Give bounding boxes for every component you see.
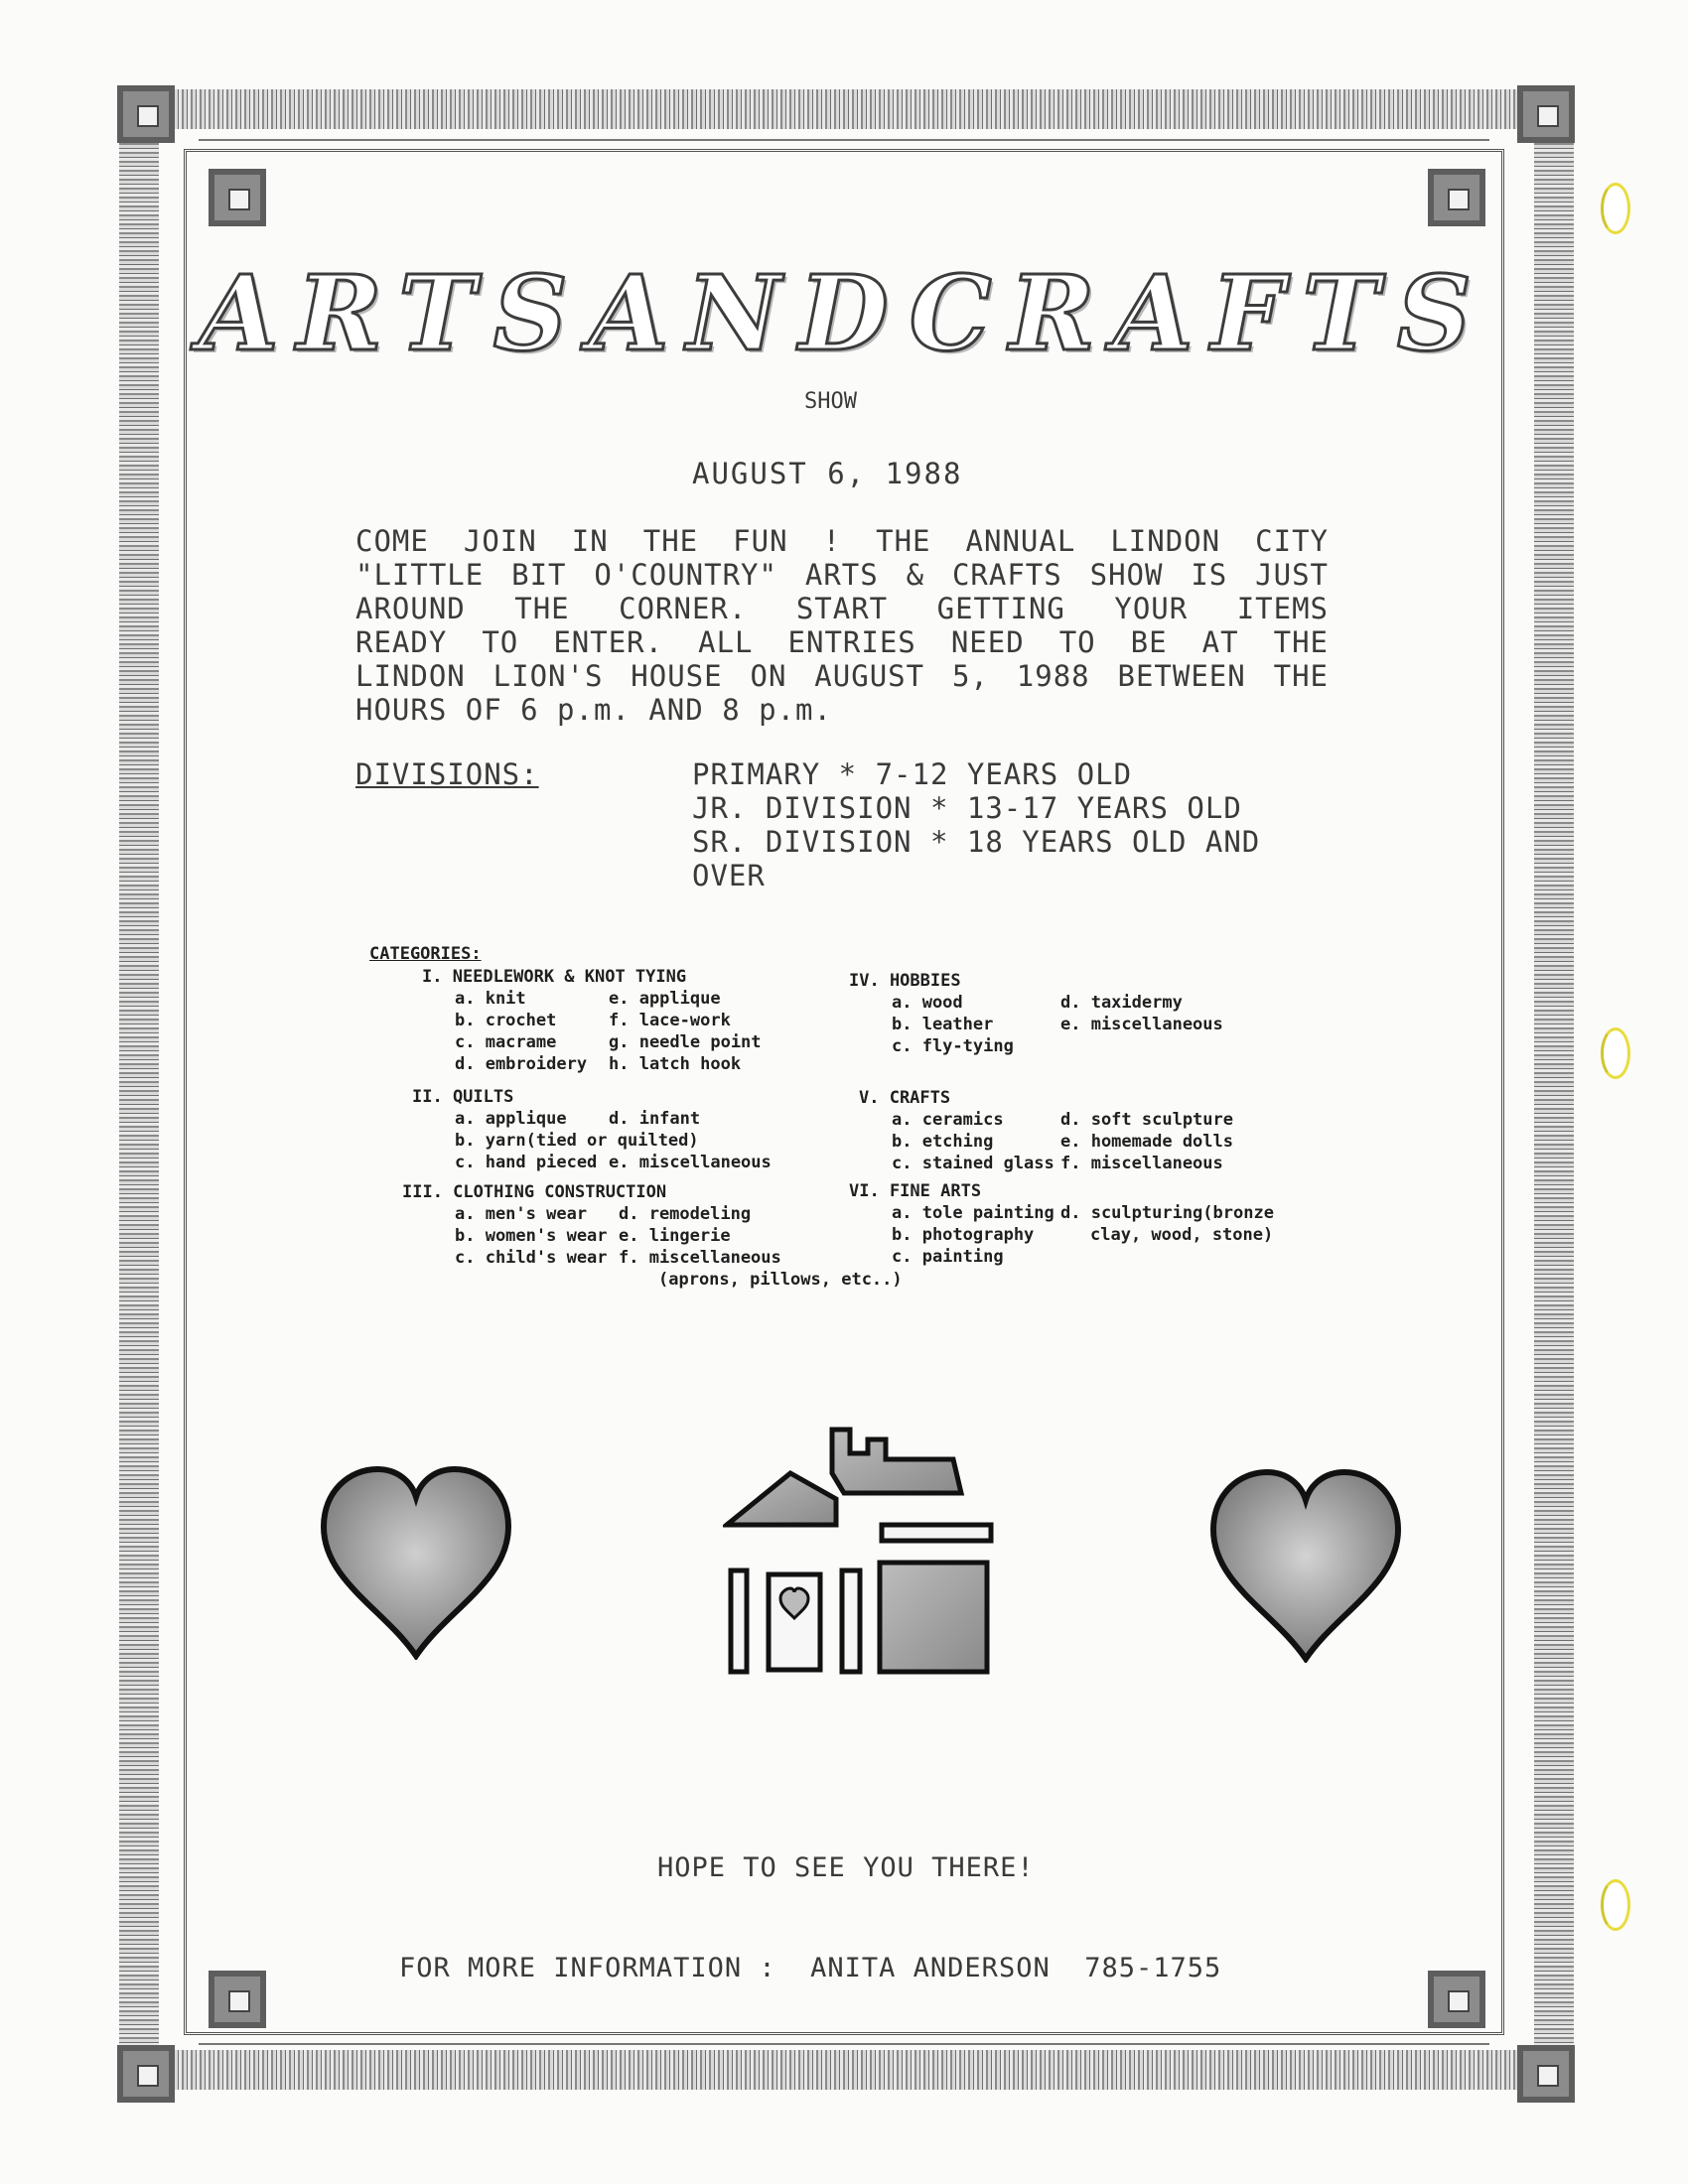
category-item: c. child's wear (455, 1248, 608, 1268)
title-word: CRAFTS (909, 251, 1489, 374)
category-item: d. sculpturing(bronze (1060, 1203, 1274, 1223)
binder-hole-icon (1601, 1027, 1630, 1079)
category-item: e. applique (609, 989, 721, 1009)
intro-line: "LITTLE BIT O'COUNTRY" ARTS & CRAFTS SHOW IS JUST (355, 558, 1329, 592)
border-top (119, 89, 1574, 129)
category-item: a. wood (892, 993, 963, 1013)
division-item: SR. DIVISION * 18 YEARS OLD AND (692, 825, 1261, 859)
intro-line: READY TO ENTER. ALL ENTRIES NEED TO BE AT THE (355, 625, 1329, 659)
category-title: III. CLOTHING CONSTRUCTION (402, 1182, 667, 1202)
intro-line: AROUND THE CORNER. START GETTING YOUR ITEMS (355, 592, 1329, 625)
frame-line (199, 139, 1489, 141)
corner-ornament-icon (117, 85, 175, 143)
border-bottom (119, 2050, 1574, 2090)
corner-ornament-icon (1428, 169, 1485, 226)
category-item: (aprons, pillows, etc..) (658, 1270, 903, 1290)
category-item: e. miscellaneous (609, 1153, 772, 1172)
corner-ornament-icon (1517, 2045, 1575, 2103)
corner-ornament-icon (1428, 1971, 1485, 2028)
division-item: PRIMARY * 7-12 YEARS OLD (692, 757, 1133, 791)
border-left (119, 89, 159, 2090)
corner-ornament-icon (1517, 85, 1575, 143)
category-item: h. latch hook (609, 1054, 742, 1074)
category-group (849, 1180, 1274, 1268)
category-item: a. applique (455, 1109, 567, 1129)
intro-line: LINDON LION'S HOUSE ON AUGUST 5, 1988 BETWEEN THE (355, 659, 1329, 693)
border-right (1534, 89, 1574, 2090)
heart-icon (1205, 1464, 1406, 1663)
category-title: VI. FINE ARTS (849, 1181, 982, 1201)
category-group (849, 970, 1223, 1057)
category-item: b. women's wear (455, 1226, 608, 1246)
category-item: f. miscellaneous (619, 1248, 781, 1268)
category-item: d. remodeling (619, 1204, 752, 1224)
subtitle: SHOW (804, 389, 857, 414)
category-item: d. infant (609, 1109, 701, 1129)
category-group (422, 966, 762, 1075)
title-word: ARTS (199, 251, 586, 374)
event-date: AUGUST 6, 1988 (692, 457, 963, 490)
division-item: JR. DIVISION * 13-17 YEARS OLD (692, 791, 1242, 825)
frame-line (199, 2043, 1489, 2045)
corner-ornament-icon (117, 2045, 175, 2103)
category-item: c. stained glass (892, 1154, 1055, 1173)
divisions-list (692, 757, 1260, 892)
category-item: d. soft sculpture (1060, 1110, 1233, 1130)
category-group (859, 1087, 1233, 1174)
category-group (402, 1181, 903, 1291)
category-item: b. photography (892, 1225, 1035, 1245)
category-item: f. miscellaneous (1060, 1154, 1223, 1173)
category-item: d. taxidermy (1060, 993, 1183, 1013)
category-item: b. yarn(tied or quilted) (455, 1131, 699, 1151)
binder-hole-icon (1601, 1879, 1630, 1931)
category-item: e. homemade dolls (1060, 1132, 1233, 1152)
category-item: a. knit (455, 989, 526, 1009)
division-item: OVER (692, 859, 766, 892)
heart-icon (316, 1461, 516, 1660)
category-title: II. QUILTS (412, 1087, 514, 1107)
category-item: e. miscellaneous (1060, 1015, 1223, 1034)
category-item (455, 1269, 658, 1291)
category-item: a. men's wear (455, 1204, 588, 1224)
divisions-label: DIVISIONS: (355, 757, 539, 791)
content-frame (184, 149, 1504, 2035)
category-item: b. leather (892, 1015, 994, 1034)
binder-hole-icon (1601, 183, 1630, 234)
corner-ornament-icon (209, 1971, 266, 2028)
category-title: IV. HOBBIES (849, 971, 961, 991)
category-item: clay, wood, stone) (1090, 1225, 1274, 1245)
category-item: g. needle point (609, 1032, 762, 1052)
category-item: a. tole painting (892, 1203, 1055, 1223)
category-item: c. hand pieced (455, 1153, 598, 1172)
contact-info: FOR MORE INFORMATION : ANITA ANDERSON 785-1755 (399, 1953, 1222, 1983)
category-item: b. etching (892, 1132, 994, 1152)
category-item: e. lingerie (619, 1226, 731, 1246)
category-item: b. crochet (455, 1011, 557, 1030)
corner-ornament-icon (209, 169, 266, 226)
category-title: V. CRAFTS (859, 1088, 951, 1108)
category-item: c. fly-tying (892, 1036, 1014, 1056)
house-icon (723, 1424, 1001, 1682)
intro-paragraph (355, 524, 1329, 727)
category-item: a. ceramics (892, 1110, 1004, 1130)
title-word: AND (588, 251, 907, 374)
intro-line: HOURS OF 6 p.m. AND 8 p.m. (355, 693, 832, 727)
categories-heading: CATEGORIES: (369, 944, 482, 964)
flyer-title (199, 253, 1489, 372)
category-title: I. NEEDLEWORK & KNOT TYING (422, 967, 687, 987)
category-item: c. macrame (455, 1032, 557, 1052)
category-group (412, 1086, 772, 1173)
category-item: f. lace-work (609, 1011, 731, 1030)
category-item: d. embroidery (455, 1054, 588, 1074)
closing-message: HOPE TO SEE YOU THERE! (657, 1852, 1035, 1883)
category-item: c. painting (892, 1247, 1004, 1267)
intro-line: COME JOIN IN THE FUN ! THE ANNUAL LINDON CITY (355, 524, 1329, 558)
